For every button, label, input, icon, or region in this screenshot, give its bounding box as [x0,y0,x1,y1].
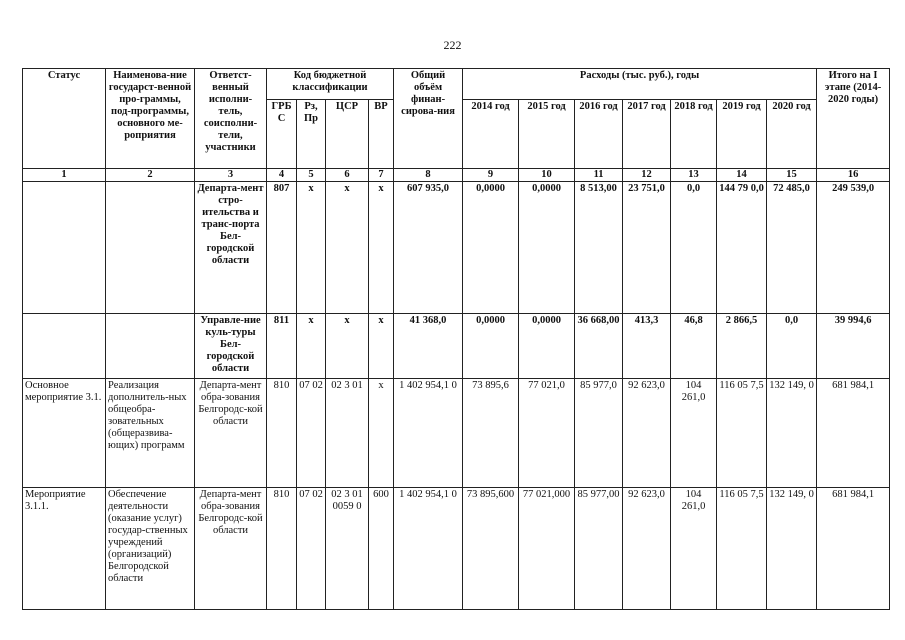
year-2019-cell: 144 79 0,0 [717,181,767,313]
stage-total-cell: 681 984,1 [817,488,890,610]
year-2017-cell: 92 623,0 [623,379,671,488]
header-responsible: Ответст-венный исполни-тель, соисполни-тели, участники [195,69,267,169]
column-number: 9 [463,168,519,181]
stage-total-cell: 39 994,6 [817,313,890,378]
stage-total-cell: 681 984,1 [817,379,890,488]
year-2014-cell: 73 895,600 [463,488,519,610]
name-cell [106,181,195,313]
year-2016-cell: 85 977,00 [575,488,623,610]
status-cell: Основное мероприятие 3.1. [23,379,106,488]
header-total-volume: Общий объём финан-сирова-ния [394,69,463,169]
header-year-2020: 2020 год [767,100,817,169]
status-cell: Мероприятие 3.1.1. [23,488,106,610]
grbs-cell: 807 [267,181,297,313]
column-number: 2 [106,168,195,181]
header-vr: ВР [369,100,394,169]
column-number: 7 [369,168,394,181]
year-2020-cell: 132 149, 0 [767,379,817,488]
name-cell [106,313,195,378]
column-number: 11 [575,168,623,181]
year-2014-cell: 0,0000 [463,181,519,313]
budget-table [22,68,890,610]
csr-cell: 02 3 01 [326,379,369,488]
vr-cell: х [369,181,394,313]
year-2015-cell: 0,0000 [519,313,575,378]
status-cell [23,313,106,378]
total-cell: 1 402 954,1 0 [394,379,463,488]
header-year-2018: 2018 год [671,100,717,169]
year-2015-cell: 77 021,000 [519,488,575,610]
header-expenses: Расходы (тыс. руб.), годы [463,69,817,100]
year-2014-cell: 73 895,6 [463,379,519,488]
header-year-2014: 2014 год [463,100,519,169]
rzpr-cell: 07 02 [297,488,326,610]
year-2018-cell: 0,0 [671,181,717,313]
header-csr: ЦСР [326,100,369,169]
header-year-2019: 2019 год [717,100,767,169]
vr-cell: х [369,313,394,378]
vr-cell: х [369,379,394,488]
column-number: 6 [326,168,369,181]
total-cell: 607 935,0 [394,181,463,313]
year-2018-cell: 46,8 [671,313,717,378]
column-number: 10 [519,168,575,181]
csr-cell: 02 3 01 0059 0 [326,488,369,610]
responsible-cell: Департа-мент обра-зования Белгородс-кой области [195,379,267,488]
header-year-2016: 2016 год [575,100,623,169]
column-number: 5 [297,168,326,181]
grbs-cell: 810 [267,379,297,488]
column-number: 16 [817,168,890,181]
header-budget-code: Код бюджетной классификации [267,69,394,100]
year-2017-cell: 92 623,0 [623,488,671,610]
header-name: Наименова-ние государст-венной про-граммы, под-программы, основного ме-роприятия [106,69,195,169]
name-cell: Реализация дополнитель-ных общеобра-зовательных (общеразвива-ющих) программ [106,379,195,488]
year-2015-cell: 77 021,0 [519,379,575,488]
year-2019-cell: 2 866,5 [717,313,767,378]
rzpr-cell: 07 02 [297,379,326,488]
year-2018-cell: 104 261,0 [671,488,717,610]
responsible-cell: Департа-мент стро-ительства и транс-порта Бел-городской области [195,181,267,313]
csr-cell: х [326,181,369,313]
header-year-2017: 2017 год [623,100,671,169]
table-row [23,379,890,488]
csr-cell: х [326,313,369,378]
year-2017-cell: 413,3 [623,313,671,378]
status-cell [23,181,106,313]
header-status: Статус [23,69,106,169]
column-number: 3 [195,168,267,181]
header-row [23,69,890,100]
year-2019-cell: 116 05 7,5 [717,379,767,488]
year-2020-cell: 0,0 [767,313,817,378]
header-stage-total: Итого на I этапе (2014-2020 годы) [817,69,890,169]
responsible-cell: Управле-ние куль-туры Бел-городской области [195,313,267,378]
table-row [23,181,890,313]
grbs-cell: 811 [267,313,297,378]
year-2020-cell: 132 149, 0 [767,488,817,610]
table-row [23,488,890,610]
responsible-cell: Департа-мент обра-зования Белгородс-кой области [195,488,267,610]
year-2014-cell: 0,0000 [463,313,519,378]
table-row [23,313,890,378]
column-number: 12 [623,168,671,181]
vr-cell: 600 [369,488,394,610]
column-number: 8 [394,168,463,181]
year-2017-cell: 23 751,0 [623,181,671,313]
rzpr-cell: х [297,181,326,313]
column-number-row [23,168,890,181]
grbs-cell: 810 [267,488,297,610]
column-number: 14 [717,168,767,181]
name-cell: Обеспечение деятельности (оказание услуг) государ-ственных учреждений (организаций) Белгородской области [106,488,195,610]
column-number: 4 [267,168,297,181]
year-2018-cell: 104 261,0 [671,379,717,488]
year-2019-cell: 116 05 7,5 [717,488,767,610]
year-2016-cell: 8 513,00 [575,181,623,313]
header-grbs: ГРБ С [267,100,297,169]
stage-total-cell: 249 539,0 [817,181,890,313]
page-number: 222 [443,38,462,52]
total-cell: 41 368,0 [394,313,463,378]
year-2020-cell: 72 485,0 [767,181,817,313]
column-number: 1 [23,168,106,181]
year-2016-cell: 85 977,0 [575,379,623,488]
year-2015-cell: 0,0000 [519,181,575,313]
column-number: 13 [671,168,717,181]
header-rzpr: Рз, Пр [297,100,326,169]
column-number: 15 [767,168,817,181]
rzpr-cell: х [297,313,326,378]
year-2016-cell: 36 668,00 [575,313,623,378]
header-year-2015: 2015 год [519,100,575,169]
total-cell: 1 402 954,1 0 [394,488,463,610]
